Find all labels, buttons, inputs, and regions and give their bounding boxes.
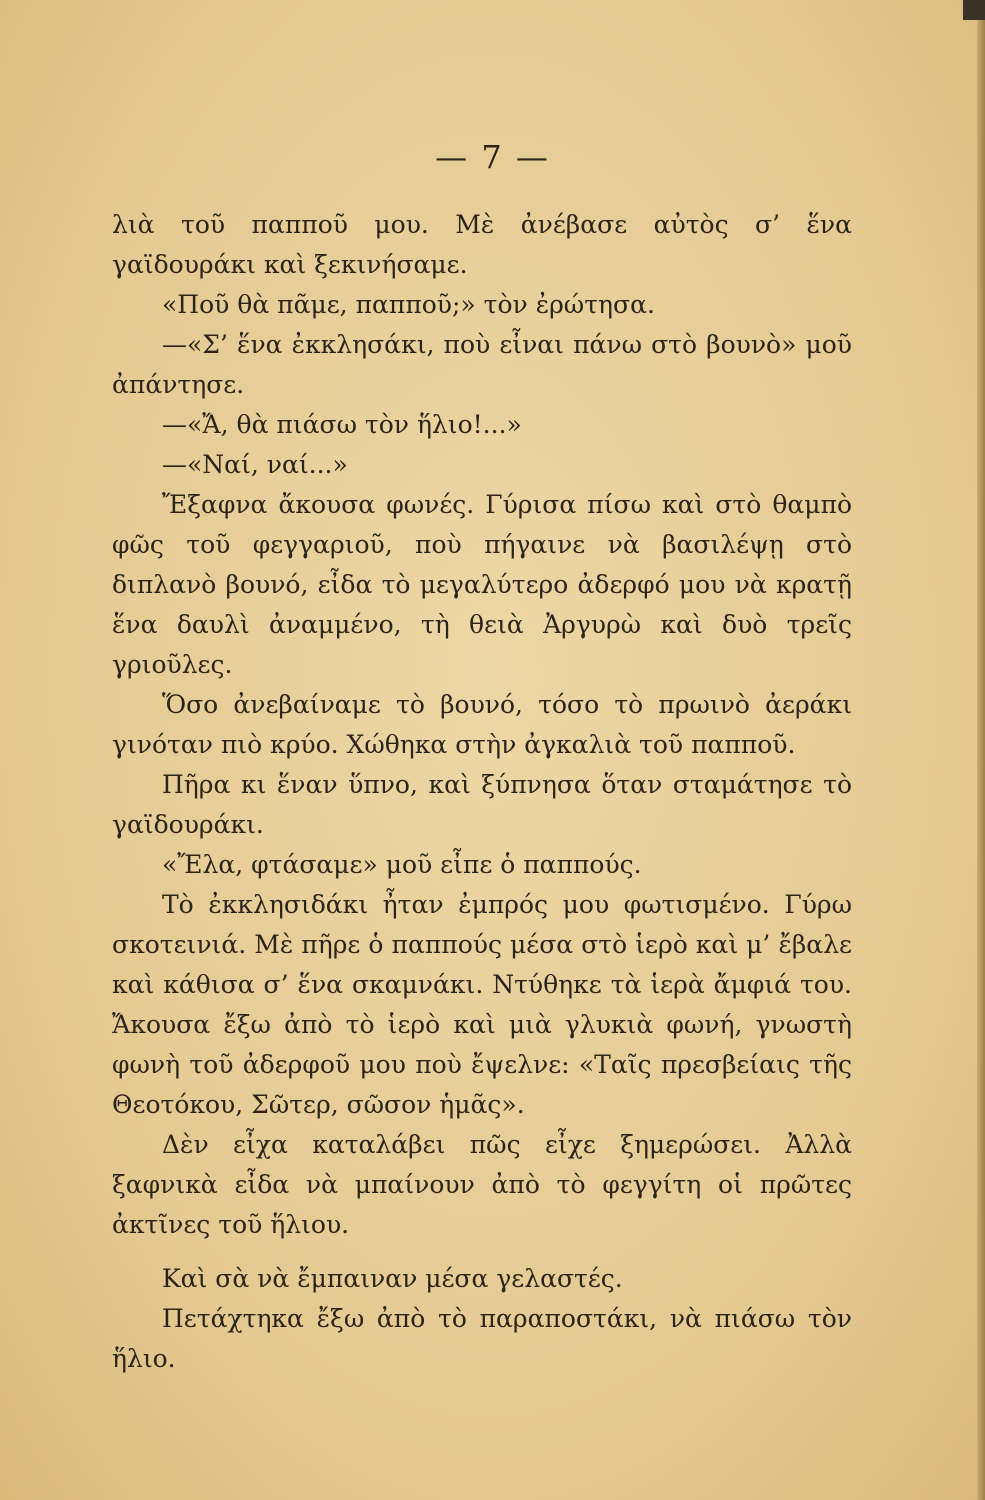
paragraph: «Ἔλα, φτάσαμε» μοῦ εἶπε ὁ παππούς. — [162, 850, 642, 879]
paragraph: Τὸ ἐκκλησιδάκι ἦταν ἐμπρός μου φωτισμένο. Γύρω σκοτεινιά. Μὲ πῆρε ὁ παππούς μέσα στὸ ἱερὸ καὶ μ’ ἔβαλε καὶ κάθισα σ’ ἕνα σκαμνάκι. Ντύθηκε τὰ ἱερὰ ἄμφιά του. Ἄκουσα ἔξω ἀπὸ τὸ ἱερὸ καὶ μιὰ γλυκιὰ φωνή, γνωστὴ φωνὴ τοῦ ἀδερφοῦ μου ποὺ ἔψελνε: «Ταῖς πρεσβείαις τῆς Θεοτόκου, Σῶτερ, σῶσον ἡμᾶς». — [112, 890, 852, 1119]
paragraph: Ὅσο ἀνεβαίναμε τὸ βουνό, τόσο τὸ πρωινὸ ἀεράκι γινόταν πιὸ κρύο. Χώθηκα στὴν ἀγκαλιὰ τοῦ παπποῦ. — [112, 690, 852, 759]
paragraph: —«Ἄ, θὰ πιάσω τὸν ἥλιο!...» — [162, 410, 522, 439]
paragraph: —«Ναί, ναί...» — [162, 450, 348, 479]
page-corner — [963, 0, 985, 20]
page-number: — 7 — — [435, 138, 550, 176]
page-edge — [977, 0, 985, 1500]
paragraph: λιὰ τοῦ παπποῦ μου. Μὲ ἀνέβασε αὐτὸς σ’ ἕνα γαϊδουράκι καὶ ξεκινήσαμε. — [112, 210, 852, 279]
paragraph: —«Σ’ ἕνα ἐκκλησάκι, ποὺ εἶναι πάνω στὸ βουνὸ» μοῦ ἀπάντησε. — [112, 330, 852, 399]
paragraph: Πετάχτηκα ἔξω ἀπὸ τὸ παραποστάκι, νὰ πιάσω τὸν ἥλιο. — [112, 1304, 852, 1373]
paragraph: «Ποῦ θὰ πᾶμε, παπποῦ;» τὸν ἐρώτησα. — [162, 290, 655, 319]
paragraph: Καὶ σὰ νὰ ἔμπαιναν μέσα γελαστές. — [162, 1264, 623, 1293]
body-text — [112, 205, 852, 1379]
paragraph: Ἔξαφνα ἄκουσα φωνές. Γύρισα πίσω καὶ στὸ θαμπὸ φῶς τοῦ φεγγαριοῦ, ποὺ πήγαινε νὰ βασιλέψῃ στὸ διπλανὸ βουνό, εἶδα τὸ μεγαλύτερο ἀδερφό μου νὰ κρατῇ ἕνα δαυλὶ ἀναμμένο, τὴ θειὰ Ἀργυρὼ καὶ δυὸ τρεῖς γριοῦλες. — [112, 490, 852, 679]
paragraph: Πῆρα κι ἕναν ὕπνο, καὶ ξύπνησα ὅταν σταμάτησε τὸ γαϊδουράκι. — [112, 770, 852, 839]
paragraph: Δὲν εἶχα καταλάβει πῶς εἶχε ξημερώσει. Ἀλλὰ ξαφνικὰ εἶδα νὰ μπαίνουν ἀπὸ τὸ φεγγίτη οἱ πρῶτες ἀκτῖνες τοῦ ἥλιου. — [112, 1130, 852, 1239]
